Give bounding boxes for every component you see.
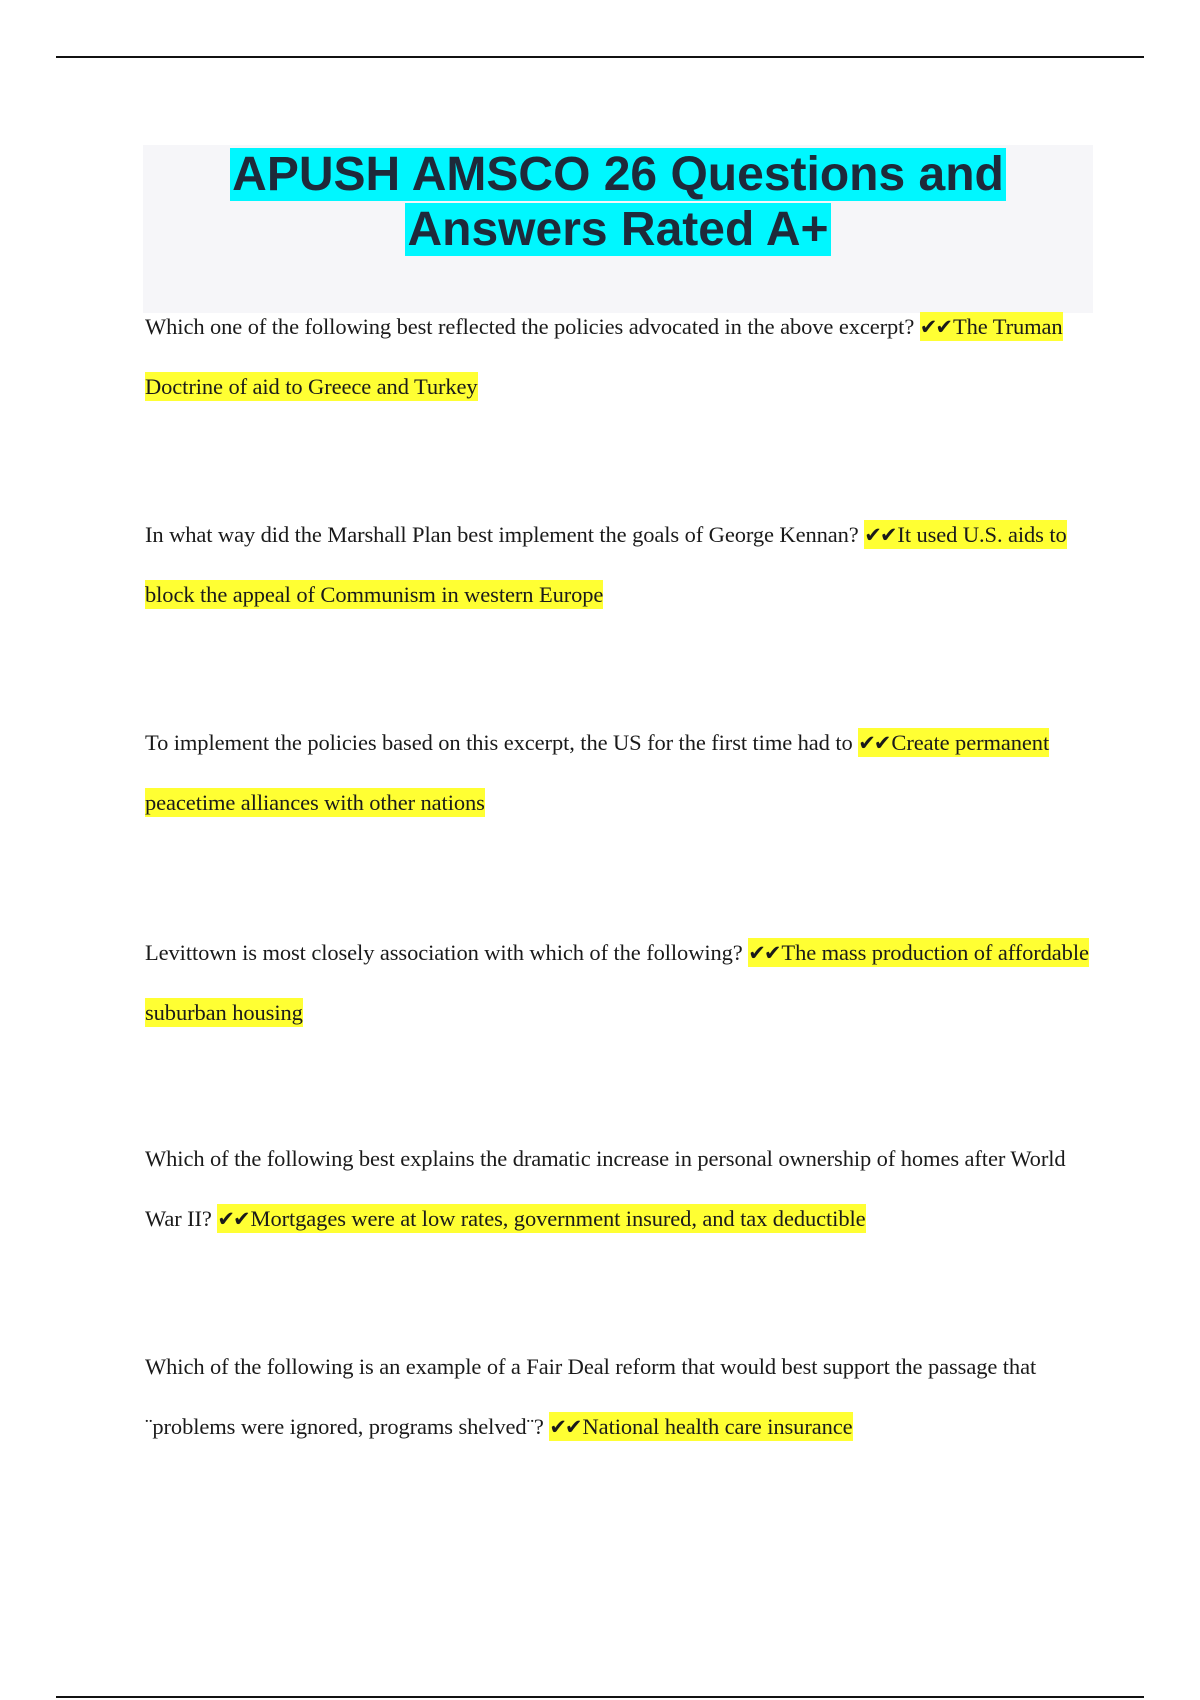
- check-icon: ✔✔: [858, 731, 890, 755]
- qa-item-1: [145, 297, 1095, 417]
- question-text: Which of the following is an example of a Fair Deal reform that would best support the passage that ¨problems were ignored, programs shelved¨?: [145, 1354, 1037, 1439]
- check-icon: ✔✔: [748, 941, 780, 965]
- qa-item-6: [145, 1337, 1095, 1457]
- question-text: In what way did the Marshall Plan best implement the goals of George Kennan?: [145, 522, 859, 547]
- bottom-rule: [56, 1696, 1144, 1698]
- check-icon: ✔✔: [864, 523, 896, 547]
- qa-item-4: [145, 923, 1095, 1043]
- question-text: To implement the policies based on this excerpt, the US for the first time had to: [145, 730, 853, 755]
- answer-highlight: [217, 1204, 865, 1233]
- answer-text: It used U.S. aids to block the appeal of Communism in western Europe: [145, 522, 1067, 607]
- check-icon: ✔✔: [549, 1415, 581, 1439]
- question-text: Which one of the following best reflected the policies advocated in the above excerpt?: [145, 314, 915, 339]
- document-title: [143, 147, 1093, 257]
- answer-text: Create permanent peacetime alliances with other nations: [145, 730, 1050, 815]
- answer-text: Mortgages were at low rates, government insured, and tax deductible: [250, 1206, 866, 1231]
- check-icon: ✔✔: [217, 1207, 249, 1231]
- title-highlight: APUSH AMSCO 26 Questions and Answers Rated A+: [232, 148, 1004, 256]
- answer-highlight: [549, 1412, 852, 1441]
- qa-item-5: [145, 1129, 1095, 1249]
- answer-text: The Truman Doctrine of aid to Greece and Turkey: [145, 314, 1063, 399]
- question-text: Levittown is most closely association with which of the following?: [145, 940, 743, 965]
- answer-text: The mass production of affordable suburban housing: [145, 940, 1089, 1025]
- title-panel: [143, 145, 1093, 313]
- top-rule: [56, 56, 1144, 58]
- qa-item-2: [145, 505, 1095, 625]
- answer-text: National health care insurance: [582, 1414, 853, 1439]
- question-text: Which of the following best explains the dramatic increase in personal ownership of homes after World War II?: [145, 1146, 1066, 1231]
- check-icon: ✔✔: [919, 315, 951, 339]
- qa-item-3: [145, 713, 1095, 833]
